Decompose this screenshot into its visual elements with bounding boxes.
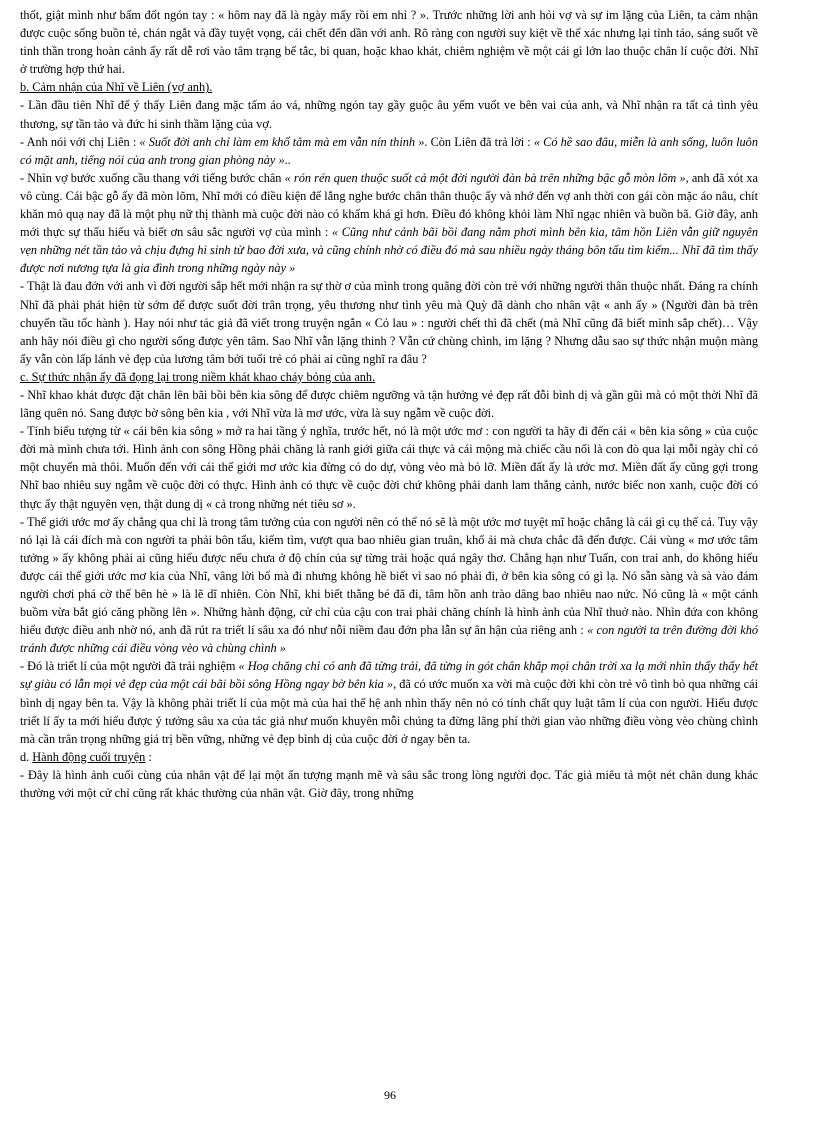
heading-title: Hành động cuối truyện — [32, 749, 146, 764]
paragraph — [20, 766, 758, 802]
page-number: 96 — [384, 1088, 396, 1102]
quote-text: « Suốt đời anh chỉ làm em khổ tâm mà em vẫn nín thinh » — [139, 134, 425, 149]
heading-suffix: : — [145, 749, 152, 764]
paragraph — [20, 133, 758, 169]
paragraph — [20, 96, 758, 132]
text-run: - Đây là hình ảnh cuối cùng của nhân vật để lại một ấn tượng mạnh mẽ và sâu sắc trong lòng người đọc. Tác giả miêu tả một nét chân dung khác thường với một cử chỉ cũng rất khác thường của nhân vật. Giờ đây, trong những — [20, 767, 758, 801]
quote-text: « Cũng như cảnh bãi bồi đang nằm phơi mình bên kia, tâm hồn Liên vẫn giữ nguyên vẹn những nét tần tảo và chịu đựng hi sinh từ bao đời xưa, và cũng chính nhờ có điều đó mà sau nhiều ngày tháng bôn tẩu tìm kiếm... Nhĩ đã tìm thấy được nơi nương tựa là gia đình trong những ngày này » — [20, 225, 758, 276]
text-run: , anh đã xót xa vô cùng. Cái bậc gỗ ấy đã mòn lõm, Nhĩ mới có điều kiện để lắng nghe bước chân thân thuộc ấy và nhớ đến vợ anh thời con gái còn mặc áo nâu, chít khăn mỏ quạ nay đã là một phụ nữ thị thành mà cuộc đời nào có khấm khá gì hơn. Điều đó không khỏi làm Nhĩ ngạc nhiên và buồn bã. Giờ đây, anh mới thực sự thấu hiểu và biết ơn sâu sắc người vợ của mình : — [20, 170, 758, 240]
text-run: - Nhìn vợ bước xuống cầu thang với tiếng bước chân — [20, 170, 285, 185]
paragraph — [20, 422, 758, 512]
quote-text: « rón rén quen thuộc suốt cả một đời người đàn bà trên những bậc gỗ mòn lõm » — [284, 170, 686, 185]
quote-text: « con người ta trên đường đời khó tránh được những cái điều vòng vèo và chùng chình » — [20, 623, 758, 656]
text-run: . Còn Liên đã trả lời : — [424, 134, 534, 149]
text-run: - Tính biểu tượng từ « cái bên kia sông » mở ra hai tầng ý nghĩa, trước hết, nó là một ước mơ : con người ta hãy đi đến cái « bên kia sông » của cuộc đời mà mình chưa tới. Hình ảnh con sông Hồng phải chăng là ranh giới giữa cái thực và cái mộng mà chiếc cầu nối là con đò qua lại mỗi ngày chỉ có một chuyến mà thôi. Muốn đến với cái thế giới mơ ước kia đừng có do dự, vòng vèo mà bỏ lỡ. Miền đất ấy là ước mơ. Miền đất ấy cũng gợi trong Nhĩ bao nhiêu suy ngẫm về cuộc đời có thực. Hình ảnh có thực về cuộc đời chứ không phải danh lam thắng cảnh, nước biếc non xanh, cuộc đời có thực ấy thật nguyên vẹn, thật dung dị « cả trong những nét tiêu sơ ». — [20, 424, 758, 511]
section-heading — [20, 748, 758, 766]
text-run: , đã có ước muốn xa vời mà cuộc đời khi còn trẻ vô tình bỏ qua những cái bình dị ngay bên ta. Vậy là không phải triết lí của một mà của hai thế hệ anh nhìn thấy nên nó có tính chất quy luật tâm lí của con người. Hiểu được triết lí ấy ta mới hiểu được ý tưởng sâu xa của tác giả như muốn khuyên mỗi chúng ta đừng lãng phí thời gian vào những điều vòng vèo chùng chình mà cần trân trọng những giá trị bền vững, những vẻ đẹp bình dị của cuộc đời ở ngay bên ta. — [20, 677, 758, 746]
text-run: - Anh nói với chị Liên : — [20, 134, 140, 149]
paragraph — [20, 386, 758, 422]
quote-text: « Hoạ chăng chỉ có anh đã từng trải, đã từng in gót chân khắp mọi chân trời xa lạ mới nhìn thấy thấy hết sự giàu có lẫn mọi vẻ đẹp của một cái bãi bồi sông Hồng ngay bờ bên kia » — [20, 659, 758, 692]
quote-text: « Có hề sao đâu, miễn là anh sống, luôn luôn có mặt anh, tiếng nói của anh trong gian phòng này » — [20, 134, 758, 167]
paragraph — [20, 6, 758, 78]
paragraph — [20, 277, 758, 367]
text-run: - Thật là đau đớn với anh vì đời người sắp hết mới nhận ra sự thờ ơ của mình trong quãng đời còn trẻ với những người thân thuộc nhất. Đáng ra chính Nhĩ đã phải phát hiện từ sớm để được suốt đời trân trọng, yêu thương như tình yêu mà Quỳ đã dành cho nhân vật « anh ấy » (Người đàn bà trên chuyến tầu tốc hành ). Hay nói như tác giả đã viết trong truyện ngắn « Cỏ lau » : người chết thì đã chết (mà Nhĩ cũng đã biết mình sắp chết)… Vậy anh hãy nói điều gì cho người sống được yên tâm. Sao Nhĩ vẫn lặng thinh ? Vẫn cứ chùng chình, im lặng ? Nhưng dẫu sao sự thức nhận muộn màng ấy vẫn còn lấp lánh vẻ đẹp của lương tâm bởi tuổi trẻ có phải ai cũng nghĩ ra đâu ? — [20, 279, 758, 366]
paragraph — [20, 169, 758, 278]
text-run: - Nhĩ khao khát được đặt chân lên bãi bồi bên kia sông để được chiêm ngưỡng và tận hưởng vẻ đẹp rất đỗi bình dị và gần gũi mà có một thời Nhĩ đã lãng quên nó. Sang được bờ sông bên kia , với Nhĩ vừa là mơ ước, vừa là suy ngẫm về cuộc đời. — [20, 387, 758, 421]
heading-prefix: d. — [20, 749, 33, 764]
paragraph — [20, 513, 758, 658]
text-run: .. — [284, 152, 291, 167]
document-body — [20, 6, 758, 802]
text-run: - Thế giới ước mơ ấy chẳng qua chỉ là trong tâm tưởng của con người nên có thể nó sẽ là một ước mơ tuyệt mĩ hoặc chẳng là cái gì cụ thể cả. Tuy vậy nó lại là cái đích mà con người ta phải bôn tẩu, kiếm tìm, vượt qua bao nhiêu gian truân, khổ ải mà chưa chắc đã đến được. Cái vùng « mơ ước tâm tưởng » ấy không phải ai cũng hiểu được nếu chưa ở độ chín của sự từng trải hoặc quá ngây thơ. Chẳng hạn như Tuấn, con trai anh, do không hiểu được cái thế giới ước mơ kia của Nhĩ, vâng lời bố mà đi nhưng không hề biết vì sao nó phải đi, ở bên kia sông có gì lạ. Nó sẵn sàng và sà vào đám người chơi phá cờ thế bên hè » là lẽ dĩ nhiên. Còn Nhĩ, khi biết thằng bé đã đi, tâm hồn anh trào dâng bao nhiêu nao nức. Nó cũng là « một cánh buồm vừa bắt gió căng phồng lên ». Những hành động, cử chỉ của cậu con trai phải chăng chính là hình ảnh của Nhĩ thuở nào. Nhìn đứa con không hiểu được điều anh nhờ nó, anh đã rút ra triết lí sâu xa đó như nỗi niềm đau đớn pha lẫn sự ân hận của riêng anh : — [20, 514, 758, 638]
text-run: - Đó là triết lí của một người đã trải nghiệm — [20, 659, 239, 674]
text-run: - Lần đầu tiên Nhĩ để ý thấy Liên đang mặc tấm áo vá, những ngón tay gầy guộc âu yếm vuốt ve bên vai của anh, và Nhĩ nhận ra tất cả tình yêu thương, sự tần tảo và đức hi sinh thầm lặng của vợ. — [20, 98, 758, 131]
section-heading: c. Sự thức nhận ấy đã đọng lại trong niềm khát khao cháy bỏng của anh. — [20, 369, 376, 384]
section-heading: b. Cảm nhận của Nhĩ về Liên (vợ anh). — [20, 80, 213, 95]
paragraph — [20, 657, 758, 747]
text-run: thốt, giật mình như bấm đốt ngón tay : « hôm nay đã là ngày mấy rồi em nhỉ ? ». Trước những lời anh hỏi vợ và sự im lặng của Liên, ta cảm nhận được cuộc sống buồn tẻ, chán ngắt và đầy tuyệt vọng, cái chết đến dần với anh. Rõ ràng con người suy kiệt về thể xác nhưng lại tỉnh táo, sáng suốt về tinh thần trong hoàn cảnh ấy rất dễ rơi vào tâm trạng bế tắc, bi quan, hoặc khao khát, chiêm nghiệm về một cái gì lớn lao thuộc chân lí cuộc đời. Nhĩ ở trường hợp thứ hai. — [20, 8, 758, 77]
